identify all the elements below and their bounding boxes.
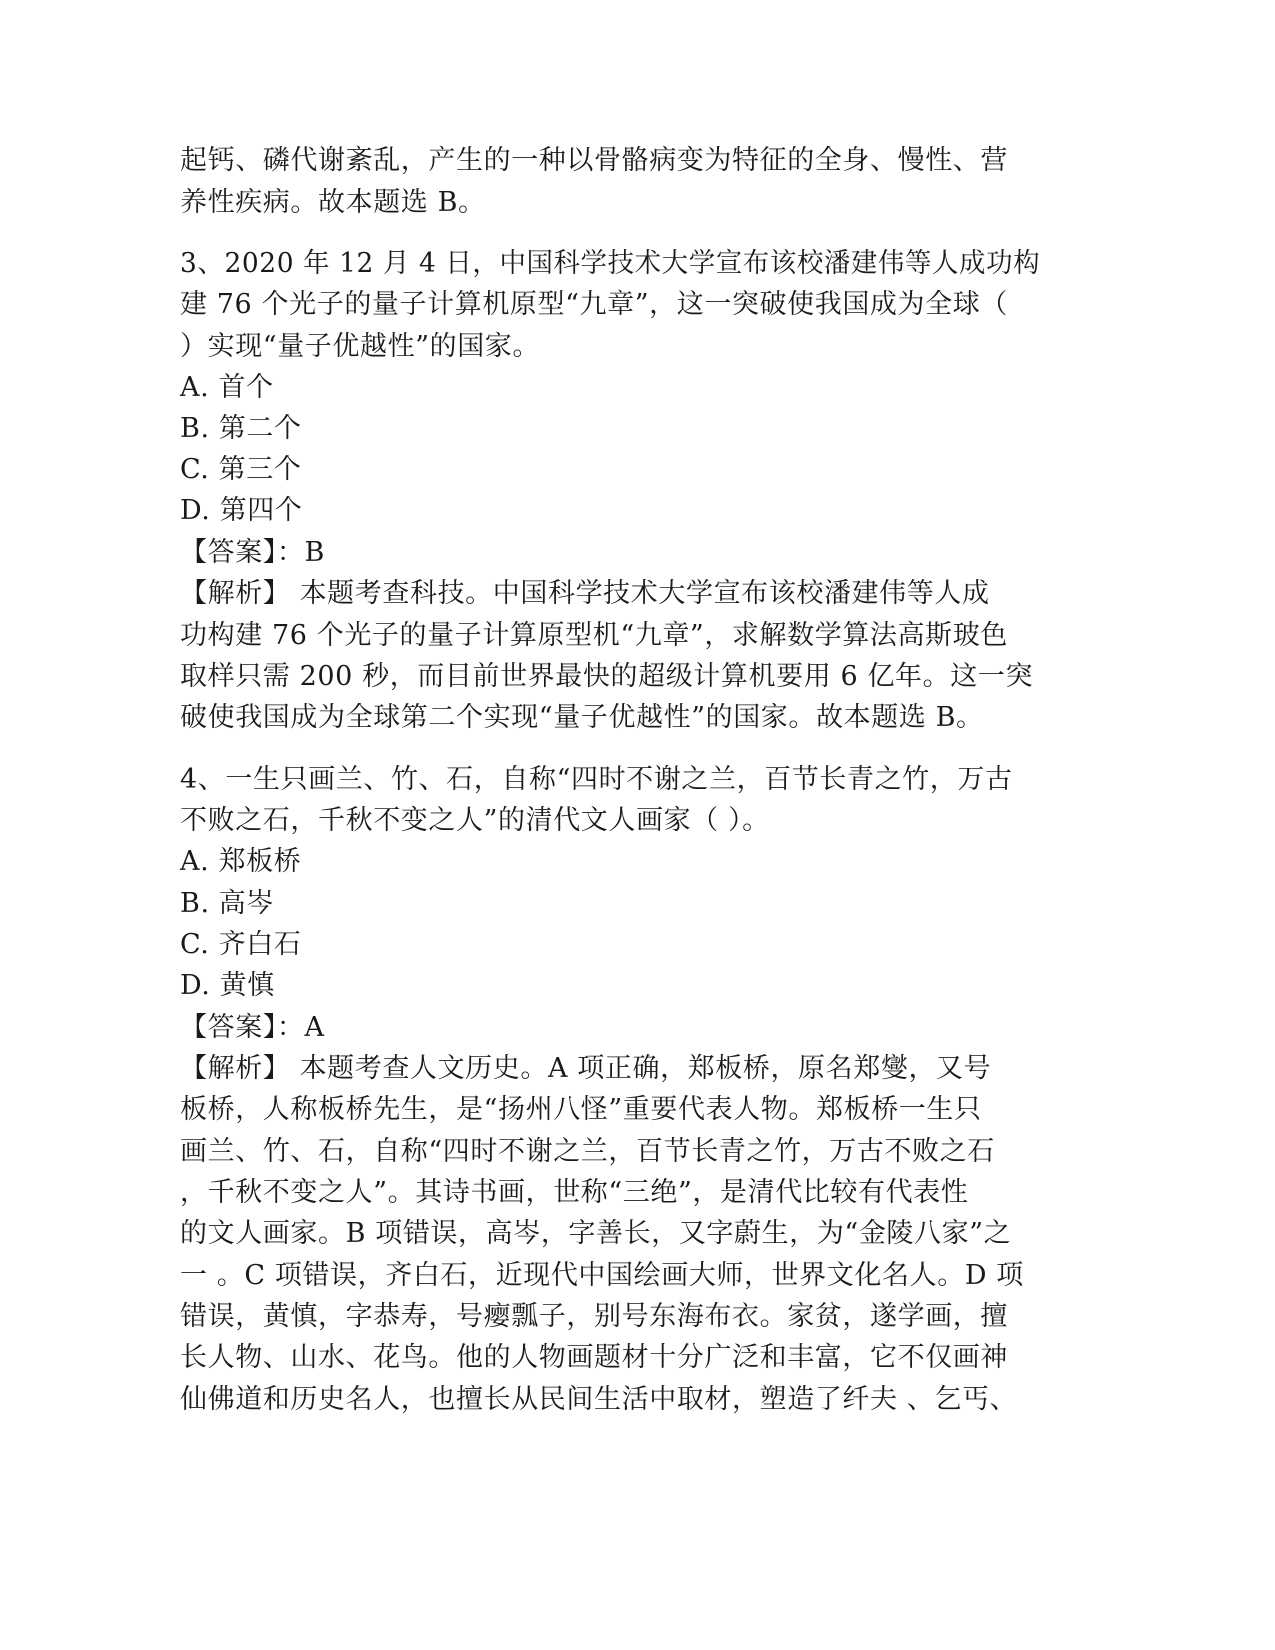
- continuation-line: 养性疾病。故本题选 B。: [180, 187, 486, 218]
- q3-answer: 【答案】：B: [180, 537, 325, 568]
- q3-stem-line: ）实现“量子优越性”的国家。: [180, 331, 541, 362]
- q4-stem-line: 4、一生只画兰、竹、石，自称“四时不谢之兰，百节长青之竹，万古: [180, 764, 1013, 795]
- q4-option-d: D. 黄慎: [180, 970, 275, 1001]
- q3-analysis-line: 【解析】 本题考查科技。中国科学技术大学宣布该校潘建伟等人成: [180, 578, 990, 609]
- q4-analysis-line: 板桥，人称板桥先生，是“扬州八怪”重要代表人物。郑板桥一生只: [180, 1094, 982, 1125]
- q3-analysis-line: 破使我国成为全球第二个实现“量子优越性”的国家。故本题选 B。: [180, 702, 984, 733]
- q4-option-b: B. 高岑: [180, 888, 275, 919]
- q4-answer: 【答案】：A: [180, 1012, 325, 1043]
- q3-option-c: C. 第三个: [180, 454, 302, 485]
- q4-analysis-line: 长人物、山水、花鸟。他的人物画题材十分广泛和丰富，它不仅画神: [180, 1342, 1008, 1373]
- q4-analysis-line: 仙佛道和历史名人，也擅长从民间生活中取材，塑造了纤夫 、乞丐、: [180, 1384, 1018, 1415]
- q3-option-b: B. 第二个: [180, 413, 302, 444]
- q4-analysis-line: 画兰、竹、石，自称“四时不谢之兰，百节长青之竹，万古不败之石: [180, 1136, 995, 1167]
- q3-stem-line: 建 76 个光子的量子计算机原型“九章”，这一突破使我国成为全球（: [180, 289, 1008, 320]
- q3-analysis-line: 功构建 76 个光子的量子计算原型机“九章”，求解数学算法高斯玻色: [180, 620, 1008, 651]
- q3-option-a: A. 首个: [180, 372, 274, 403]
- q4-stem-line: 不败之石，千秋不变之人”的清代文人画家（ ）。: [180, 805, 770, 836]
- q3-option-d: D. 第四个: [180, 495, 303, 526]
- q4-analysis-line: 一 。C 项错误，齐白石，近现代中国绘画大师，世界文化名人。D 项: [180, 1260, 1024, 1291]
- q4-option-c: C. 齐白石: [180, 929, 302, 960]
- q4-analysis-line: ，千秋不变之人”。其诗书画，世称“三绝”，是清代比较有代表性: [180, 1177, 969, 1208]
- q4-analysis-line: 错误，黄慎，字恭寿，号瘿瓢子，别号东海布衣。家贫，遂学画，擅: [180, 1301, 1008, 1332]
- q4-option-a: A. 郑板桥: [180, 846, 302, 877]
- q3-stem-line: 3、2020 年 12 月 4 日，中国科学技术大学宣布该校潘建伟等人成功构: [180, 248, 1041, 279]
- q4-analysis-line: 【解析】 本题考查人文历史。A 项正确，郑板桥，原名郑燮，又号: [180, 1053, 992, 1084]
- continuation-line: 起钙、磷代谢紊乱，产生的一种以骨骼病变为特征的全身、慢性、营: [180, 145, 1008, 176]
- q3-analysis-line: 取样只需 200 秒，而目前世界最快的超级计算机要用 6 亿年。这一突: [180, 661, 1034, 692]
- q4-analysis-line: 的文人画家。B 项错误，高岑，字善长，又字蔚生，为“金陵八家”之: [180, 1218, 1012, 1249]
